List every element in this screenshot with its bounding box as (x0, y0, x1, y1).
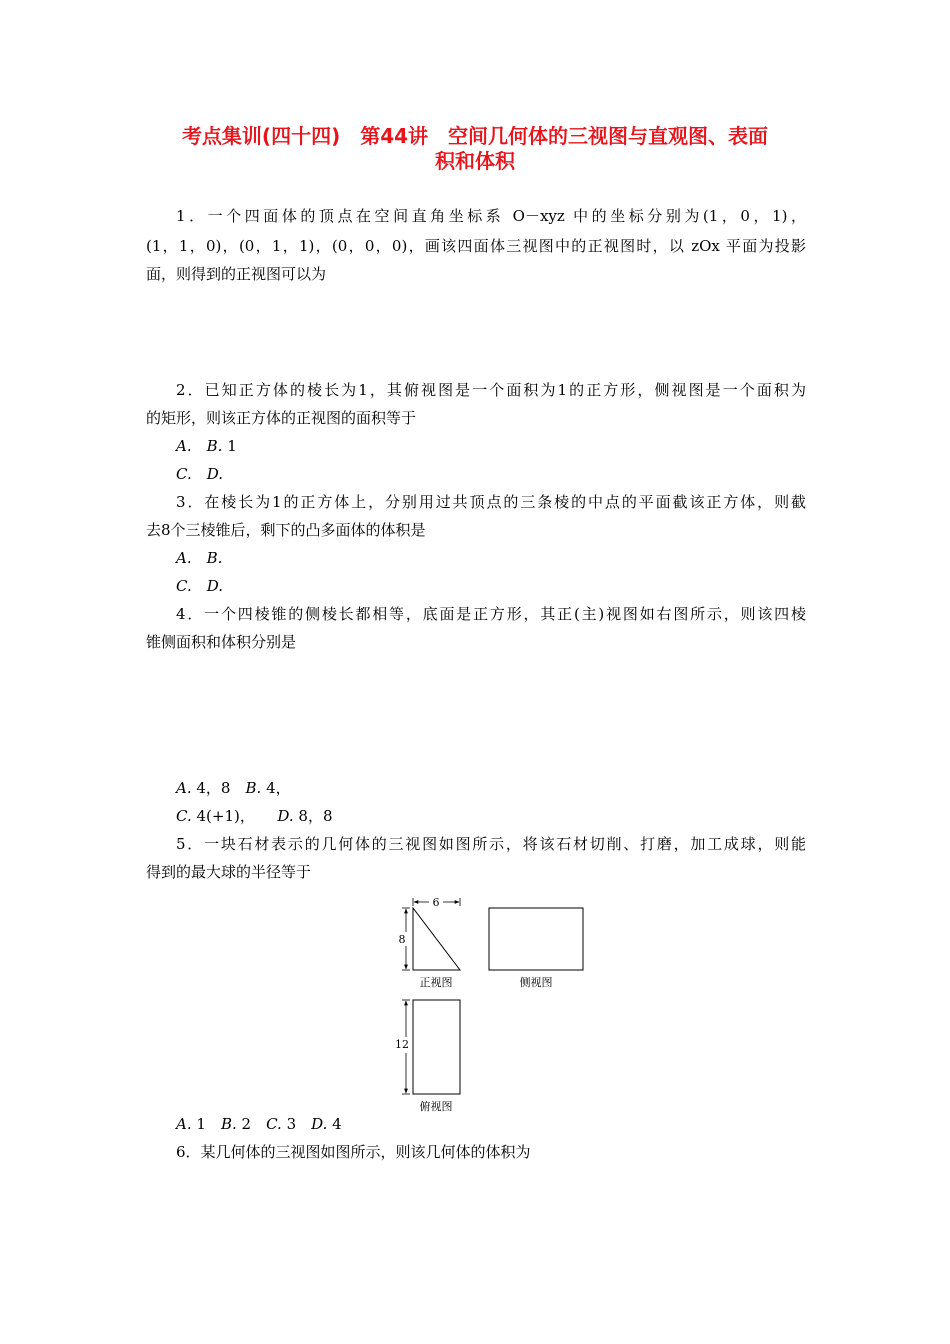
q2-option-c: C. (176, 465, 192, 483)
q3-option-a: A. (176, 549, 192, 567)
q2-option-b: B. (206, 437, 223, 455)
q5-option-b: B. (220, 1115, 237, 1133)
q3-option-b: B. (206, 549, 223, 567)
q4-option-a: A. (176, 779, 192, 797)
page-title (140, 124, 810, 174)
q6-line-1: 6．某几何体的三视图如图所示，则该几何体的体积为 (176, 1143, 531, 1161)
q2-line-1: 2．已知正方体的棱长为1，其俯视图是一个面积为1的正方形，侧视图是一个面积为 (176, 381, 806, 399)
q4-options-ab (176, 778, 291, 798)
q3-option-c: C. (176, 577, 192, 595)
depth-dim-label: 12 (395, 1038, 409, 1051)
q2-option-a: A. (176, 437, 192, 455)
side-view-rect (489, 908, 583, 970)
q5-option-c: C. (266, 1115, 282, 1133)
height-dim-label: 8 (398, 933, 406, 946)
top-view-rect (413, 1000, 460, 1094)
q2-options-ab (176, 436, 237, 456)
q4-line-2: 锥侧面积和体积分别是 (146, 633, 297, 651)
q2-option-d: D. (206, 465, 223, 483)
q3-options-cd (176, 576, 223, 596)
width-dim-label: 6 (432, 896, 440, 909)
top-view-label: 俯视图 (419, 1100, 453, 1113)
q2-options-cd (176, 464, 223, 484)
q2-option-b-value: 1 (227, 437, 237, 455)
q5-option-d: D. (311, 1115, 328, 1133)
q5-option-d-value: 4 (332, 1115, 342, 1133)
q4-options-cd (176, 806, 333, 826)
q4-option-d: D. (277, 807, 294, 825)
q5-line-1: 5．一块石材表示的几何体的三视图如图所示，将该石材切削、打磨，加工成球，则能 (176, 835, 806, 853)
q4-line-1: 4．一个四棱锥的侧棱长都相等，底面是正方形，其正(主)视图如右图所示，则该四棱 (176, 605, 806, 623)
q4-option-b-value: 4， (266, 779, 291, 797)
q4-option-c: C. (176, 807, 192, 825)
q4-option-b: B. (245, 779, 262, 797)
q3-option-d: D. (206, 577, 223, 595)
q2-line-2: 的矩形，则该正方体的正视图的面积等于 (146, 409, 417, 427)
q3-line-2: 去8个三棱锥后，剩下的凸多面体的体积是 (146, 521, 426, 539)
q3-line-1: 3．在棱长为1的正方体上，分别用过共顶点的三条棱的中点的平面截该正方体，则截 (176, 493, 806, 511)
q5-options (176, 1114, 342, 1134)
q5-option-a-value: 1 (196, 1115, 206, 1133)
q5-option-c-value: 3 (286, 1115, 297, 1133)
q5-option-a: A. (176, 1115, 192, 1133)
three-view-figure (380, 890, 600, 1120)
q1-line-1: 1．一个四面体的顶点在空间直角坐标系 O－xyz 中的坐标分别为(1，0，1)， (176, 207, 806, 225)
title-line-1: 考点集训(四十四) 第44讲 空间几何体的三视图与直观图、表面 (181, 124, 769, 148)
front-view-label: 正视图 (419, 976, 453, 989)
q3-options-ab (176, 548, 222, 568)
q1-line-2: (1，1，0)，(0，1，1)，(0，0，0)，画该四面体三视图中的正视图时，以 zOx 平面为投影 (146, 237, 806, 255)
q4-option-c-value: 4(+1)， (196, 807, 255, 825)
front-view-triangle (413, 908, 460, 970)
title-line-2: 积和体积 (435, 149, 515, 173)
q4-option-a-value: 4，8 (196, 779, 231, 797)
q5-line-2: 得到的最大球的半径等于 (146, 863, 312, 881)
q4-option-d-value: 8，8 (298, 807, 333, 825)
q1-line-3: 面，则得到的正视图可以为 (146, 265, 327, 283)
q5-option-b-value: 2 (241, 1115, 252, 1133)
side-view-label: 侧视图 (519, 976, 553, 989)
